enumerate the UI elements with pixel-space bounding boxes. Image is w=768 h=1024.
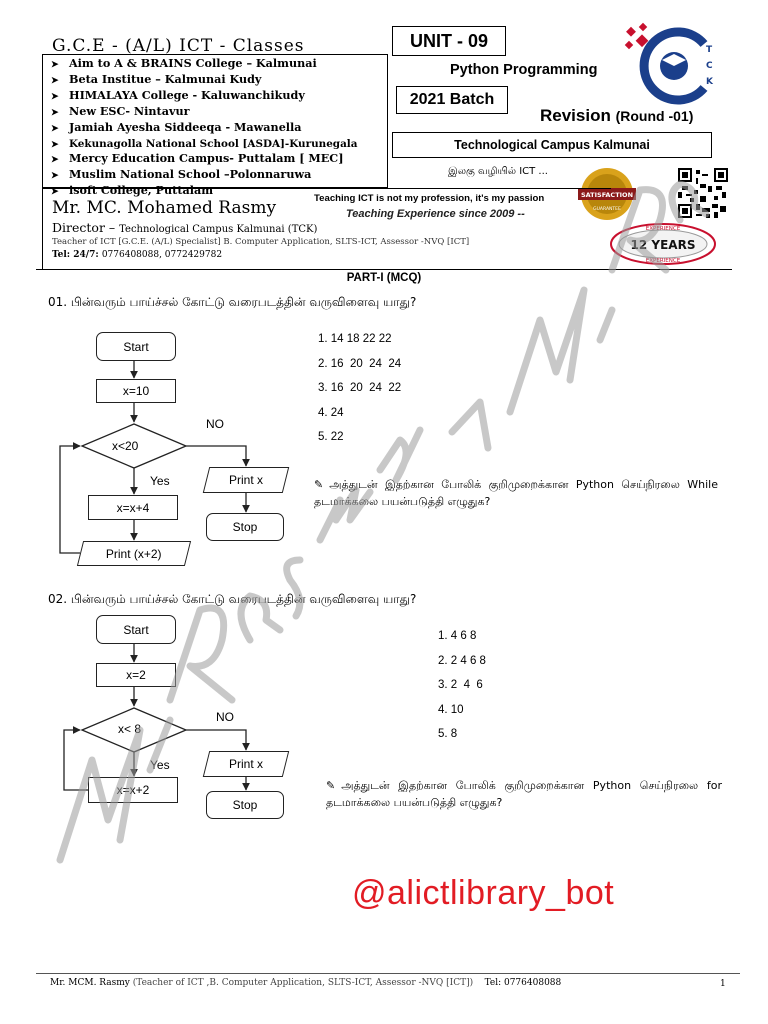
flowchart-print-x: Print x (203, 751, 289, 777)
option-2[interactable]: 2. 2 4 6 8 (438, 654, 486, 667)
list-item: ➤ Jamiah Ayesha Siddeeqa - Mawanella (51, 121, 387, 137)
flowchart-condition: x<20 (112, 439, 139, 453)
footer-divider (36, 973, 740, 974)
teacher-name: Mr. MC. Mohamed Rasmy (52, 198, 277, 218)
question-2-note: ✎ அத்துடன் இதற்கான போலிக் குறிமுறைக்கான Python செய்நிரலை for தடமாக்கலை பயன்படுத்தி எழுதுக? (326, 779, 722, 809)
flowchart-start: Start (96, 332, 176, 361)
list-item: ➤ New ESC- Nintavur (51, 105, 387, 121)
watermark-handle: @alictlibrary_bot (352, 874, 615, 912)
flowchart-print-x: Print x (203, 467, 289, 493)
teacher-qualifications: Teacher of ICT [G.C.E. (A/L) Specialist] B. Computer Application, SLTS-ICT, Assessor -NVQ [ICT] (52, 237, 470, 247)
list-item: ➤ Kekunagolla National School [ASDA]-Kurunegala (51, 137, 387, 153)
arrow-bullet-icon: ➤ (51, 60, 59, 70)
question-2-options (438, 630, 486, 753)
flowchart-step: x=x+2 (88, 777, 178, 803)
arrow-bullet-icon: ➤ (51, 139, 59, 150)
footer-quals: (Teacher of ICT ,B. Computer Application, SLTS-ICT, Assessor -NVQ [ICT]) (132, 978, 474, 988)
option-4[interactable]: 4. 10 (438, 703, 464, 716)
arrow-bullet-icon: ➤ (51, 123, 59, 134)
option-5[interactable]: 5. 22 (318, 431, 344, 443)
list-item: ➤ Mercy Education Campus- Puttalam [ MEC] (51, 152, 387, 168)
tamil-tagline: இலகு வழியில் ICT ... (448, 166, 548, 177)
teacher-phone: Tel: 24/7: 0776408088, 0772429782 (52, 250, 223, 260)
svg-text:EXPERIENCE: EXPERIENCE (645, 226, 681, 232)
svg-text:EXPERIENCE: EXPERIENCE (645, 258, 681, 264)
option-1[interactable]: 1. 14 18 22 22 (318, 333, 392, 345)
svg-text:GUARANTEE: GUARANTEE (593, 207, 621, 212)
option-5[interactable]: 5. 8 (438, 728, 458, 740)
flowchart-yes-label: Yes (150, 758, 170, 772)
list-item: ➤ Aim to A & BRAINS College – Kalmunai (51, 57, 387, 73)
list-item: ➤ Muslim National School –Polonnaruwa (51, 168, 387, 184)
classes-title: G.C.E - (A/L) ICT - Classes (52, 36, 305, 56)
question-1-text: 01. பின்வரும் பாய்ச்சல் கோட்டு வரைபடத்தின் வருவிளைவு யாது? (48, 295, 417, 309)
part-title: PART-I (MCQ) (346, 272, 422, 284)
passion-tagline: Teaching ICT is not my profession, it's my passion (314, 193, 545, 204)
flowchart-yes-label: Yes (150, 474, 170, 488)
svg-text:SATISFACTION: SATISFACTION (580, 191, 634, 199)
question-1-note: ✎ அத்துடன் இதற்கான போலிக் குறிமுறைக்கான Python செய்நிரலை While தடமாக்கலை பயன்படுத்தி எழுதுக? (314, 478, 718, 508)
option-3[interactable]: 3. 16 20 24 22 (318, 382, 402, 394)
flowchart-start: Start (96, 615, 176, 644)
question-1-options (318, 333, 401, 456)
flowchart-condition: x< 8 (118, 722, 142, 736)
pen-icon: ✎ (314, 478, 324, 491)
footer-name: Mr. MCM. Rasmy (50, 978, 130, 988)
list-item: ➤ HIMALAYA College - Kaluwanchikudy (51, 89, 387, 105)
option-2[interactable]: 2. 16 20 24 24 (318, 357, 402, 370)
round-label: (Round -01) (615, 108, 694, 124)
option-4[interactable]: 4. 24 (318, 406, 344, 419)
flowchart-stop: Stop (206, 513, 284, 541)
revision-label: Revision (540, 106, 611, 125)
flowchart-init: x=10 (96, 379, 176, 403)
subject-title: Python Programming (450, 62, 598, 78)
list-item: ➤ Beta Institue – Kalmunai Kudy (51, 73, 387, 89)
svg-text:TCK: T C K (706, 45, 713, 87)
flowchart-print-extra: Print (x+2) (77, 541, 191, 566)
arrow-bullet-icon: ➤ (51, 171, 59, 182)
campus-label: Technological Campus Kalmunai (392, 132, 712, 158)
flowchart-no-label: NO (216, 710, 234, 724)
batch-label: 2021 Batch (396, 86, 508, 114)
arrow-bullet-icon: ➤ (51, 187, 59, 198)
flowchart-init: x=2 (96, 663, 176, 687)
page-number: 1 (720, 979, 726, 989)
pen-icon: ✎ (326, 779, 336, 792)
arrow-bullet-icon: ➤ (51, 107, 59, 118)
flowchart-stop: Stop (206, 791, 284, 819)
arrow-bullet-icon: ➤ (51, 75, 59, 86)
question-2-text: 02. பின்வரும் பாய்ச்சல் கோட்டு வரைபடத்தின் வருவிளைவு யாது? (48, 592, 417, 606)
flowchart-no-label: NO (206, 417, 224, 431)
flowchart-step: x=x+4 (88, 495, 178, 520)
arrow-bullet-icon: ➤ (51, 91, 59, 102)
option-1[interactable]: 1. 4 6 8 (438, 630, 477, 642)
footer-tel: Tel: 0776408088 (484, 978, 562, 988)
footer-text (50, 978, 561, 988)
list-item: ➤ isoft College, Puttalam (51, 184, 387, 200)
director-line: Director – Technological Campus Kalmunai (TCK) (52, 220, 318, 235)
option-3[interactable]: 3. 2 4 6 (438, 679, 483, 691)
arrow-bullet-icon: ➤ (51, 155, 59, 166)
experience-tagline: Teaching Experience since 2009 -- (346, 208, 525, 220)
unit-label: UNIT - 09 (392, 26, 506, 56)
svg-text:12 YEARS: 12 YEARS (630, 238, 696, 252)
